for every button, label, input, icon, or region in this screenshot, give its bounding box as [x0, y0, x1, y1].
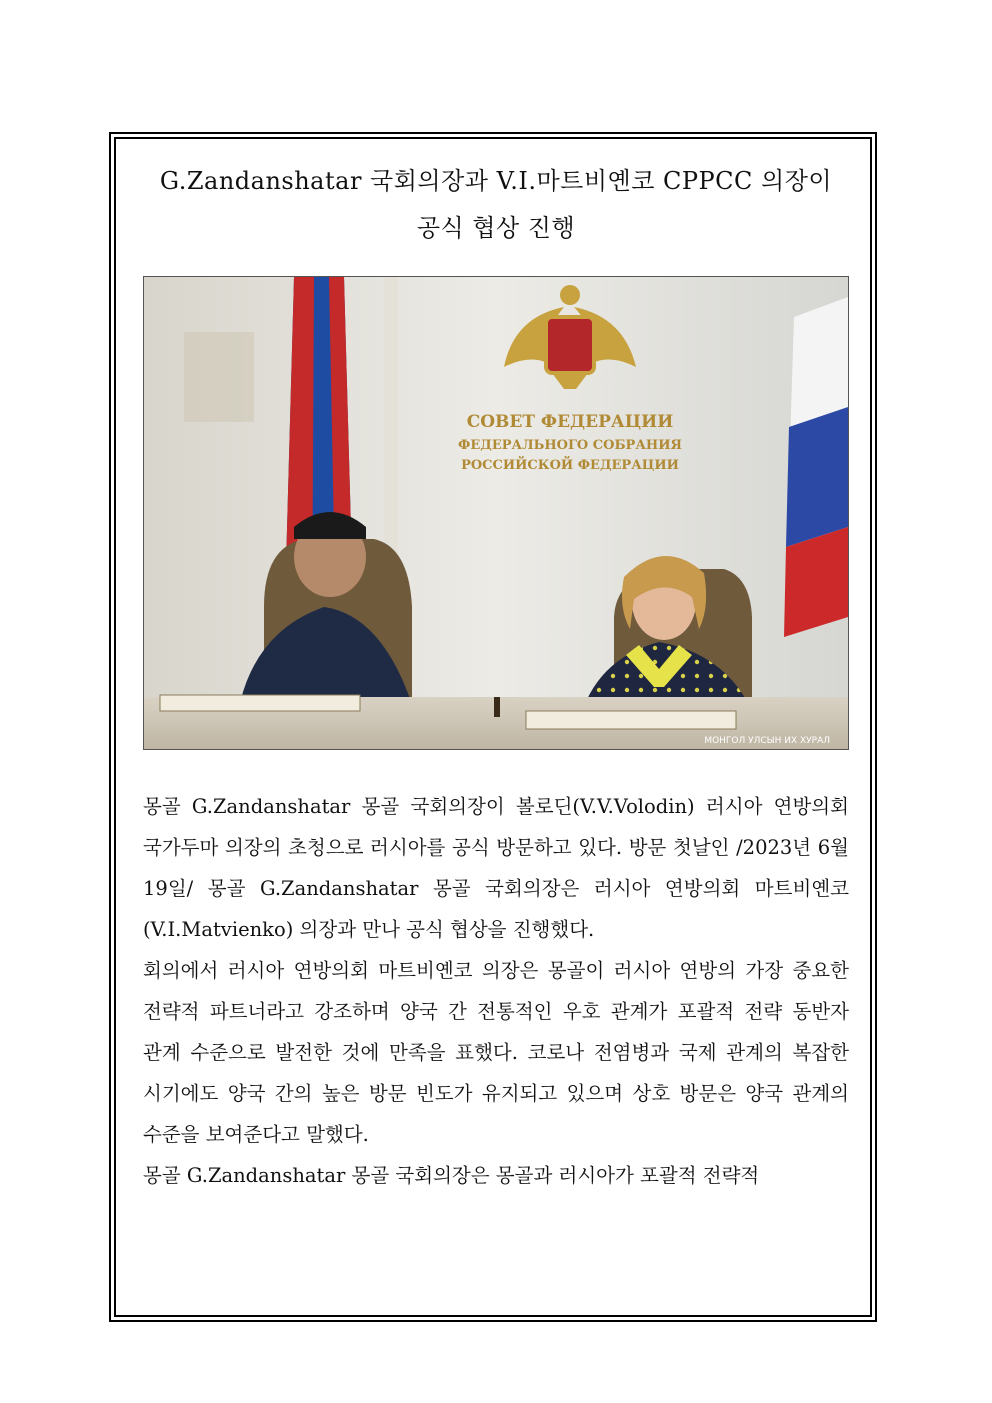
- article-body: [143, 786, 849, 1196]
- paragraph-3: 몽골 G.Zandanshatar 몽골 국회의장은 몽골과 러시아가 포괄적 전략적: [143, 1164, 760, 1187]
- news-photo: [143, 276, 849, 750]
- title-line-1: G.Zandanshatar 국회의장과 V.I.마트비옌코 CPPCC 의장이: [159, 167, 833, 195]
- emblem-text-line-1: СОВЕТ ФЕДЕРАЦИИ: [466, 412, 674, 432]
- photo-watermark: МОНГОЛ УЛСЫН ИХ ХУРАЛ: [704, 736, 830, 746]
- document-title: [120, 158, 872, 252]
- emblem-text-line-2: ФЕДЕРАЛЬНОГО СОБРАНИЯ: [458, 438, 682, 453]
- paragraph-1: 몽골 G.Zandanshatar 몽골 국회의장이 볼로딘(V.V.Volodin) 러시아 연방의회 국가두마 의장의 초청으로 러시아를 공식 방문하고 있다. 방문 첫날인 /2023년 6월 19일/ 몽골 G.Zandanshatar 몽골 국회의장은 러시아 연방의회 마트비옌코(V.I.Matvienko) 의장과 만나 공식 협상을 진행했다.: [143, 795, 849, 941]
- title-line-2: 공식 협상 진행: [416, 214, 576, 242]
- paragraph-2: 회의에서 러시아 연방의회 마트비옌코 의장은 몽골이 러시아 연방의 가장 중요한 전략적 파트너라고 강조하며 양국 간 전통적인 우호 관계가 포괄적 전략 동반자 관계 수준으로 발전한 것에 만족을 표했다. 코로나 전염병과 국제 관계의 복잡한 시기에도 양국 간의 높은 방문 빈도가 유지되고 있으며 상호 방문은 양국 관계의 수준을 보여준다고 말했다.: [143, 959, 849, 1146]
- emblem-text-line-3: РОССИЙСКОЙ ФЕДЕРАЦИИ: [461, 458, 679, 473]
